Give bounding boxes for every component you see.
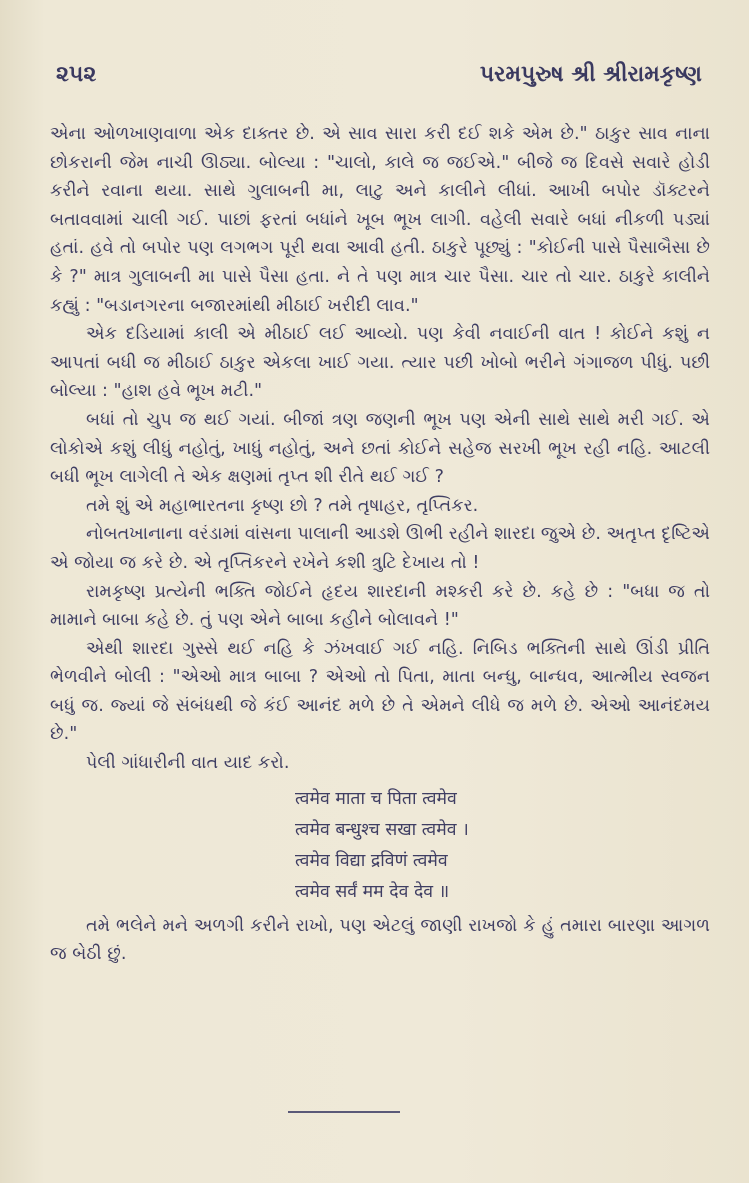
closing-paragraph: તમે ભલેને મને અળગી કરીને રાખો, પણ એટલું જાણી રાખજો કે હું તમારા બારણા આગળ જ બેઠી છું. (50, 915, 710, 965)
running-title: પરમપુરુષ શ્રી શ્રીરામકૃષ્ણ (479, 62, 702, 87)
paragraph: બધાં તો ચુપ જ થઈ ગયાં. બીજાં ત્રણ જણની ભૂખ પણ એની સાથે સાથે મરી ગઈ. એ લોકોએ કશું લીધું નહોતું, ખાધું નહોતું, અને છતાં કોઈને સહેજ સરખી ભૂખ રહી નહિ. આટલી બધી ભૂખ લાગેલી તે એક ક્ષણમાં તૃપ્ત શી રીતે થઈ ગઈ ? (50, 409, 710, 488)
paragraph: એના ઓળખાણવાળા એક દાક્તર છે. એ સાવ સારા કરી દઈ શકે એમ છે." ઠાકુર સાવ નાના છોકરાની જેમ નાચી ઊઠ્યા. બોલ્યા : "ચાલો, કાલે જ જઈએ." બીજે જ દિવસે સવારે હોડી કરીને રવાના થયા. સાથે ગુલાબની મા, લાટુ અને કાલીને લીધાં. આખી બપોર ડૉક્ટરને બતાવવામાં ચાલી ગઈ. પાછાં ફરતાં બધાંને ખૂબ ભૂખ લાગી. વહેલી સવારે બધાં નીકળી પડ્યાં હતાં. હવે તો બપોર પણ લગભગ પૂરી થવા આવી હતી. ઠાકુરે પૂછ્યું : "કોઈની પાસે પૈસાબૈસા છે કે ?" માત્ર ગુલાબની મા પાસે પૈસા હતા. ને તે પણ માત્ર ચાર પૈસા. ચાર તો ચાર. ઠાકુરે કાલીને કહ્યું : "બડાનગરના બજારમાંથી મીઠાઈ ખરીદી લાવ." (50, 124, 710, 316)
verse-line: त्वमेव सर्वं मम देव देव ॥ (295, 881, 450, 902)
page-header (56, 58, 702, 98)
paragraph: તમે શું એ મહાભારતના કૃષ્ણ છો ? તમે તૃષાહર, તૃપ્તિકર. (86, 495, 479, 516)
paragraph: એક દડિયામાં કાલી એ મીઠાઈ લઈ આવ્યો. પણ કેવી નવાઈની વાત ! કોઈને કશું ન આપતાં બધી જ મીઠાઈ ઠાકુર એકલા ખાઈ ગયા. ત્યાર પછી ખોબો ભરીને ગંગાજળ પીધું. પછી બોલ્યા : "હાશ હવે ભૂખ મટી." (50, 324, 710, 402)
verse-line: त्वमेव बन्धुश्च सखा त्वमेव । (295, 819, 469, 840)
verse-line: त्वमेव माता च पिता त्वमेव (295, 788, 457, 809)
verse-line: त्वमेव विद्या द्रविणं त्वमेव (295, 850, 448, 871)
sanskrit-verse (295, 784, 710, 908)
paragraph: રામકૃષ્ણ પ્રત્યેની ભક્તિ જોઈને હૃદય શારદાની મશ્કરી કરે છે. કહે છે : "બધા જ તો મામાને બાબા કહે છે. તું પણ એને બાબા કહીને બોલાવને !" (50, 581, 710, 631)
page-body (50, 120, 710, 969)
paragraph: પેલી ગાંધારીની વાત યાદ કરો. (86, 753, 290, 774)
page-number: ૨૫૨ (56, 62, 97, 87)
section-divider (288, 1111, 400, 1113)
paragraph: એથી શારદા ગુસ્સે થઈ નહિ કે ઝંખવાઈ ગઈ નહિ. નિબિડ ભક્તિની સાથે ઊંડી પ્રીતિ ભેળવીને બોલી : "એઓ માત્ર બાબા ? એઓ તો પિતા, માતા બન્ધુ, બાન્ધવ, આત્મીય સ્વજન બધું જ. જ્યાં જે સંબંધથી જે કંઈ આનંદ મળે છે તે એમને લીધે જ મળે છે. એઓ આનંદમય છે." (50, 638, 710, 745)
paragraph: નોબતખાનાના વરંડામાં વાંસના પાલાની આડશે ઊભી રહીને શારદા જુએ છે. અતૃપ્ત દૃષ્ટિએ એ જોયા જ કરે છે. એ તૃપ્તિકરને રખેને કશી ત્રુટિ દેખાય તો ! (50, 524, 710, 573)
